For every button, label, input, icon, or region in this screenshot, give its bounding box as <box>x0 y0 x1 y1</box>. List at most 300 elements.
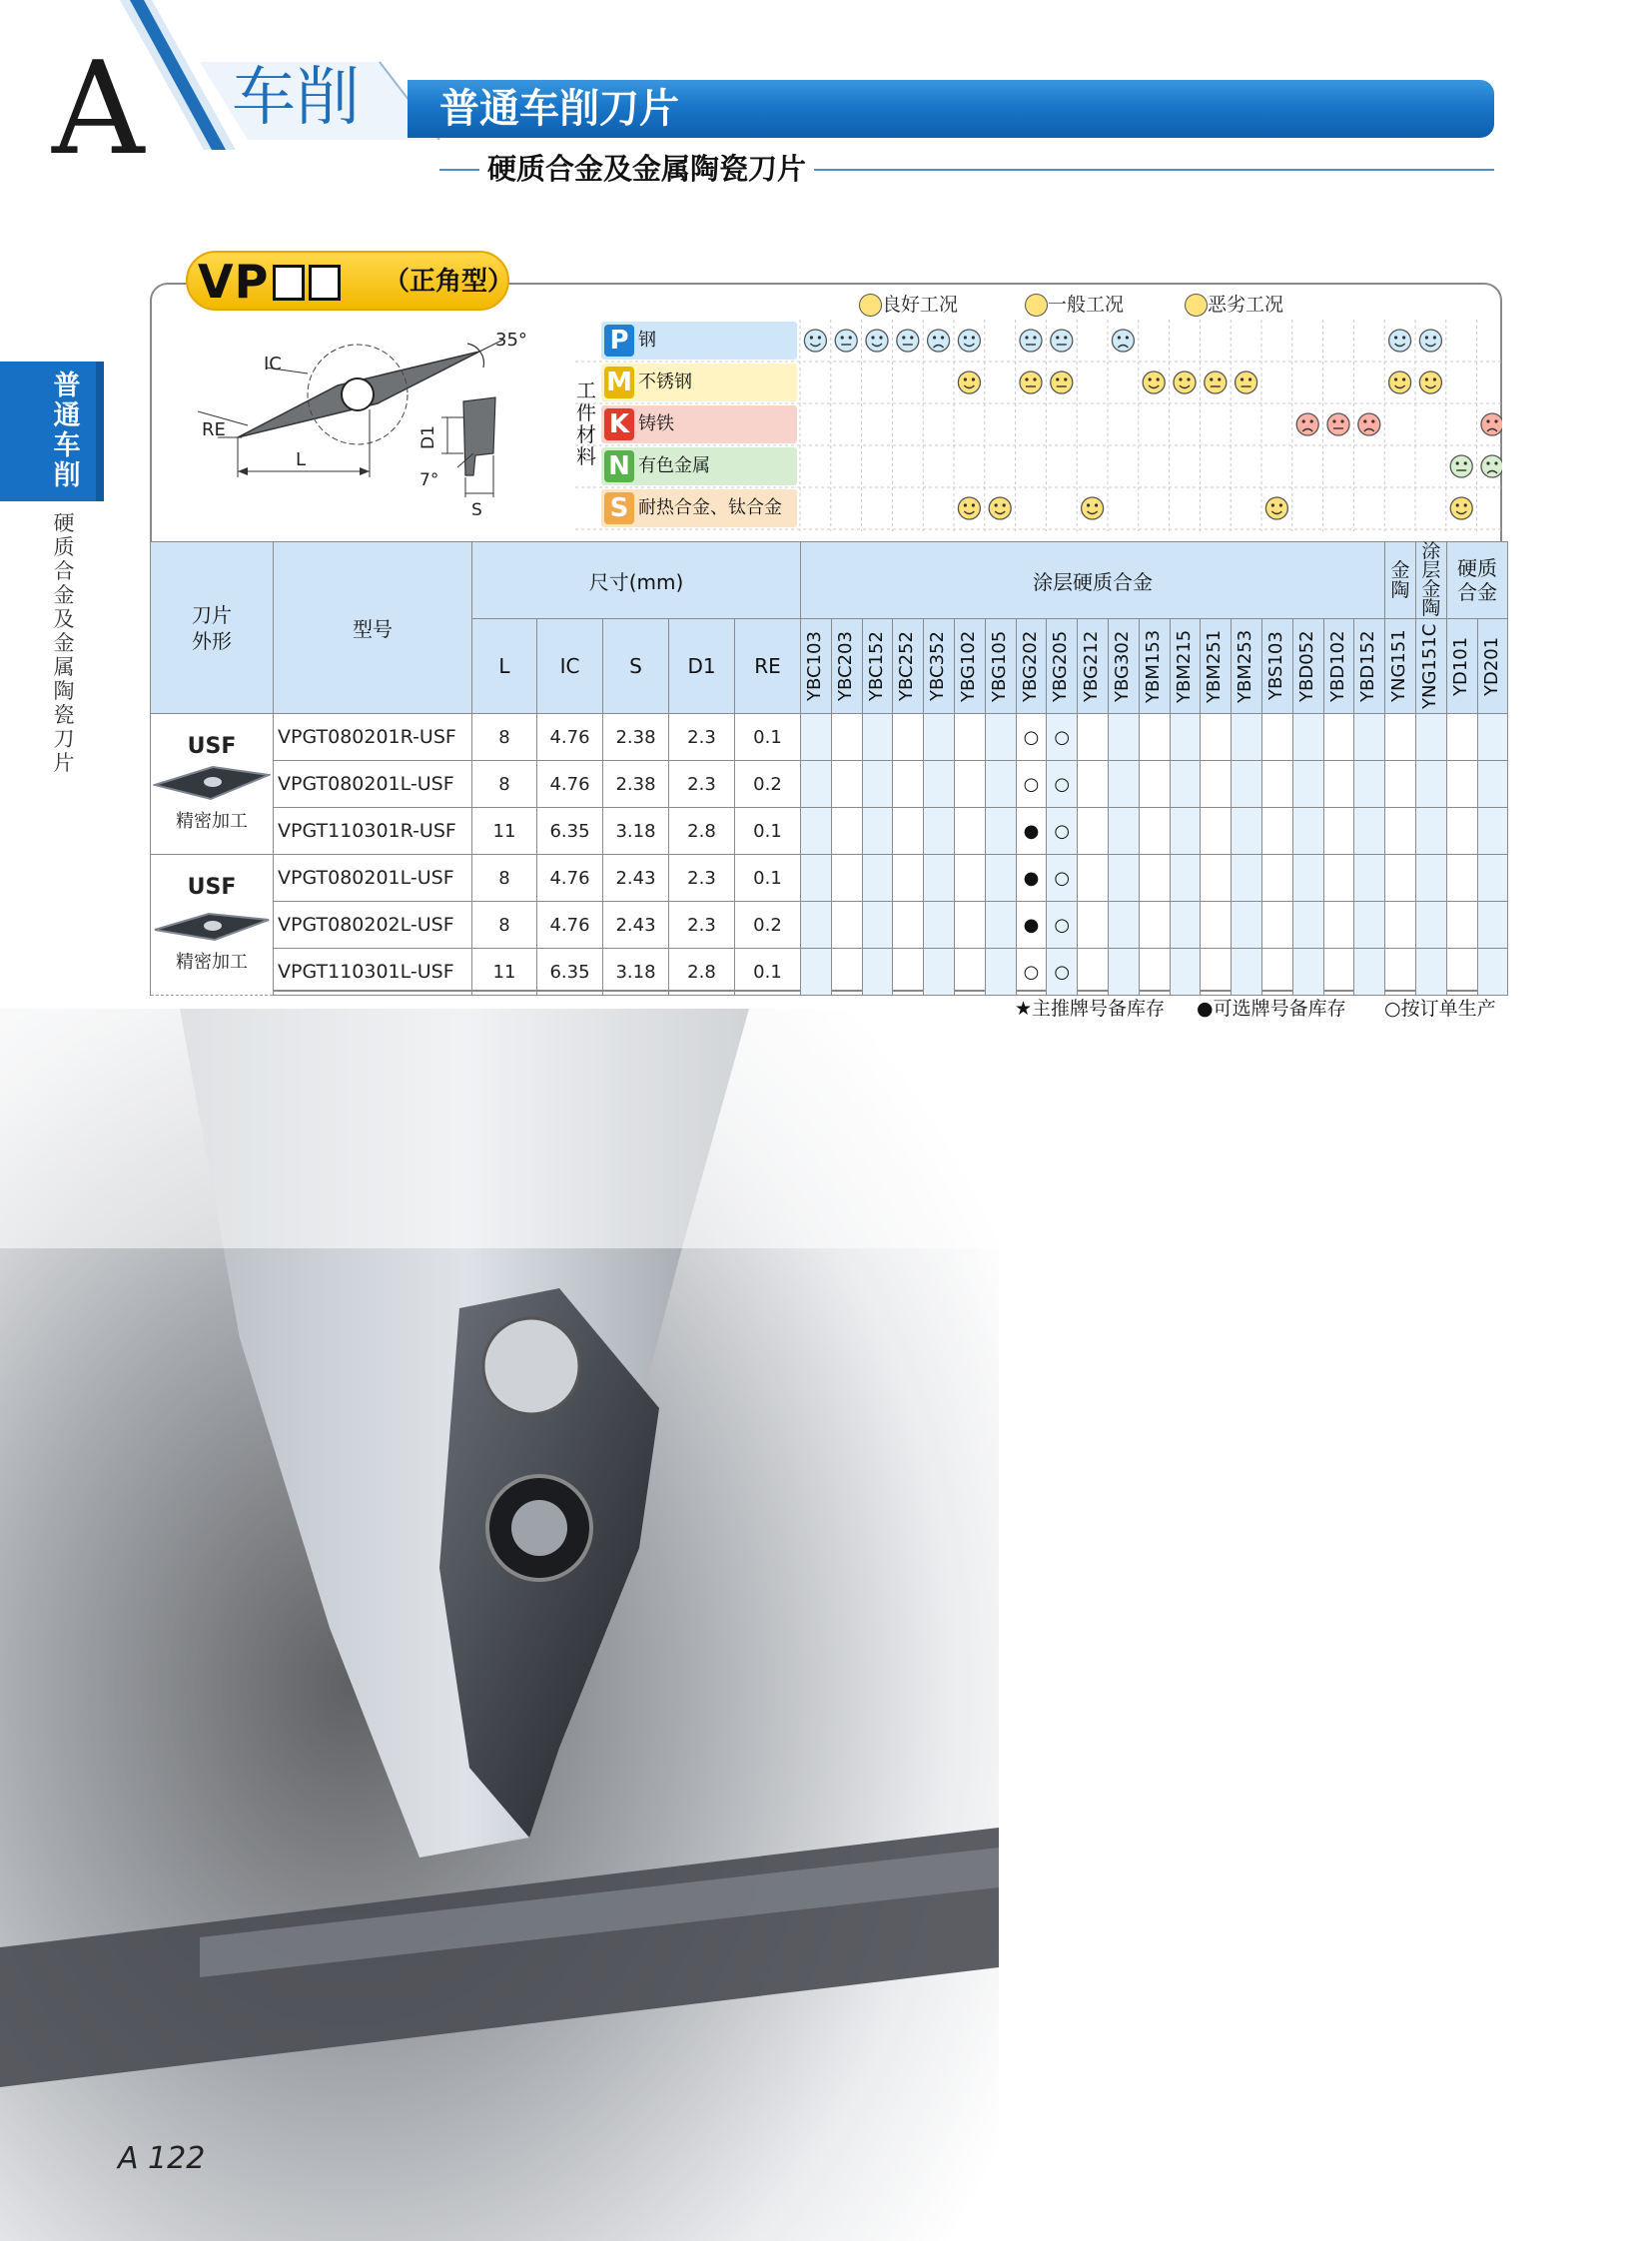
grade-cell <box>1477 808 1508 855</box>
grade-cell <box>1139 714 1170 761</box>
neutral-face-icon <box>1051 330 1073 352</box>
legend-bad-label: 恶劣工况 <box>1208 294 1284 316</box>
footnote-circle: ○按订单生产 <box>1384 998 1496 1020</box>
material-name: 有色金属 <box>638 455 710 476</box>
dim-cell-re: 0.1 <box>735 855 801 902</box>
grade-cell <box>1108 761 1139 808</box>
dim-cell-d1: 2.3 <box>669 855 735 902</box>
good-face-icon <box>859 294 882 317</box>
grade-header: YD101 <box>1446 619 1477 714</box>
grade-cell <box>1078 761 1109 808</box>
grade-cell <box>985 949 1016 996</box>
grade-cell <box>1108 949 1139 996</box>
workpiece-material-label: 工件材料 <box>576 378 596 468</box>
material-name: 钢 <box>638 330 656 351</box>
grade-cell <box>954 902 985 949</box>
grade-cell <box>1385 949 1416 996</box>
grade-header: YBD152 <box>1354 619 1385 714</box>
legend-normal <box>1025 291 1124 319</box>
sad-face-icon <box>1296 413 1318 435</box>
grade-cell <box>1477 949 1508 996</box>
grade-header: YBG102 <box>954 619 985 714</box>
order-circle-icon: ○ <box>1054 867 1071 889</box>
dim-cell-s: 3.18 <box>603 949 669 996</box>
grade-cell <box>1354 761 1385 808</box>
table-row[interactable] <box>151 855 1508 902</box>
grade-cell <box>1016 808 1047 855</box>
model-cell[interactable]: VPGT080201L-USF <box>274 761 472 808</box>
grade-header: YBC252 <box>893 619 924 714</box>
model-cell[interactable]: VPGT080201R-USF <box>274 714 472 761</box>
neutral-face-icon <box>1020 372 1042 393</box>
material-row-n <box>601 447 797 485</box>
order-circle-icon: ○ <box>1054 726 1071 748</box>
good-face-icon <box>1419 330 1441 352</box>
grade-cell <box>1385 855 1416 902</box>
grade-cell <box>801 855 832 902</box>
order-circle-icon: ○ <box>1054 914 1071 936</box>
material-row-m <box>601 364 797 401</box>
d1-label: D1 <box>418 425 438 449</box>
dim-header-s: S <box>603 619 669 714</box>
group-carbide-header: 硬质合金 <box>1446 542 1508 619</box>
category-title: 车削 <box>232 61 360 135</box>
sad-face-icon <box>1185 294 1208 317</box>
stock-dot-icon: ● <box>1023 867 1040 889</box>
grade-cell <box>1201 808 1232 855</box>
legend-bad <box>1185 291 1283 319</box>
grade-cell <box>1415 761 1446 808</box>
good-face-icon <box>1389 372 1411 393</box>
grade-cell <box>1354 949 1385 996</box>
material-name: 不锈钢 <box>638 372 692 392</box>
neutral-face-icon <box>835 330 857 352</box>
stock-dot-icon: ● <box>1023 820 1040 842</box>
table-row[interactable] <box>151 808 1508 855</box>
grade-cell <box>1415 949 1446 996</box>
product-type: （正角型） <box>384 267 514 297</box>
grade-cell <box>924 714 955 761</box>
grade-cell <box>1477 902 1508 949</box>
material-badge: S <box>604 492 634 524</box>
dim-cell-re: 0.2 <box>735 761 801 808</box>
good-face-icon <box>1450 497 1472 519</box>
s-label: S <box>471 500 482 520</box>
grade-cell <box>1385 808 1416 855</box>
grade-cell <box>1170 949 1201 996</box>
grade-cell <box>954 714 985 761</box>
grade-cell <box>1016 761 1047 808</box>
dim-cell-ic: 6.35 <box>537 949 603 996</box>
dim-cell-l: 11 <box>472 949 537 996</box>
dim-cell-ic: 4.76 <box>537 714 603 761</box>
grade-cell <box>1323 808 1354 855</box>
grade-cell <box>893 714 924 761</box>
grade-cell <box>1047 902 1078 949</box>
grade-header: YNG151 <box>1385 619 1416 714</box>
dim-cell-l: 8 <box>472 855 537 902</box>
neutral-face-icon <box>1205 372 1227 393</box>
grade-cell <box>1292 714 1323 761</box>
dim-cell-s: 2.38 <box>603 714 669 761</box>
grade-cell <box>1354 902 1385 949</box>
grade-cell <box>1170 902 1201 949</box>
footnote-dot: ●可选牌号备库存 <box>1197 998 1346 1020</box>
grade-cell <box>985 855 1016 902</box>
grade-cell <box>831 714 862 761</box>
grade-header: YD201 <box>1477 619 1508 714</box>
grade-cell <box>985 808 1016 855</box>
grade-cell <box>1323 949 1354 996</box>
grade-cell <box>1292 949 1323 996</box>
good-face-icon <box>1265 497 1287 519</box>
grade-cell <box>1292 808 1323 855</box>
grade-cell <box>1201 855 1232 902</box>
grade-cell <box>1078 949 1109 996</box>
grade-cell <box>1232 902 1262 949</box>
grade-cell <box>985 902 1016 949</box>
grade-header: YBM251 <box>1201 619 1232 714</box>
grade-cell <box>1446 761 1477 808</box>
grade-cell <box>985 714 1016 761</box>
grade-header: YBM253 <box>1232 619 1262 714</box>
dim-cell-d1: 2.3 <box>669 902 735 949</box>
code-placeholder-box <box>309 265 341 301</box>
page-number: A 122 <box>118 2141 206 2176</box>
grade-header: YBS103 <box>1261 619 1292 714</box>
good-face-icon <box>804 330 826 352</box>
tooling-photo <box>0 1009 999 2241</box>
material-name: 耐热合金、钛合金 <box>638 497 782 518</box>
legend-good-label: 良好工况 <box>882 294 959 316</box>
grade-header: YBC152 <box>862 619 893 714</box>
grade-header: YBC203 <box>831 619 862 714</box>
grade-cell <box>1323 714 1354 761</box>
grade-cell <box>1354 714 1385 761</box>
legend-good <box>859 291 958 319</box>
re-label: RE <box>202 419 226 440</box>
grade-cell <box>1139 902 1170 949</box>
grade-cell <box>831 808 862 855</box>
col-shape-header: 刀片 外形 <box>151 542 274 714</box>
grade-cell <box>1047 855 1078 902</box>
grade-cell <box>893 855 924 902</box>
neutral-face-icon <box>1051 372 1073 393</box>
l-label: L <box>296 449 307 470</box>
chipbreaker-label: USF <box>187 734 237 759</box>
dim-header-ic: IC <box>537 619 603 714</box>
grade-cell <box>1415 714 1446 761</box>
grade-cell <box>1016 855 1047 902</box>
grade-cell <box>1078 855 1109 902</box>
neutral-face-icon <box>1025 294 1048 317</box>
grade-cell <box>801 714 832 761</box>
insert-image <box>153 902 271 946</box>
good-face-icon <box>1389 330 1411 352</box>
good-face-icon <box>958 330 980 352</box>
grade-header: YBG202 <box>1016 619 1047 714</box>
grade-header: YBG205 <box>1047 619 1078 714</box>
grade-cell <box>1201 949 1232 996</box>
order-circle-icon: ○ <box>1054 820 1071 842</box>
model-cell[interactable]: VPGT110301L-USF <box>274 949 472 996</box>
grade-cell <box>1446 714 1477 761</box>
neutral-face-icon <box>1327 413 1349 435</box>
grade-cell <box>924 808 955 855</box>
insert-shape-cell <box>151 714 274 855</box>
grade-cell <box>862 949 893 996</box>
good-face-icon <box>958 497 980 519</box>
grade-cell <box>1139 855 1170 902</box>
grade-cell <box>1323 902 1354 949</box>
footnote-star: ★主推牌号备库存 <box>1015 998 1166 1020</box>
grade-cell <box>1201 761 1232 808</box>
grade-cell <box>1139 808 1170 855</box>
neutral-face-icon <box>1020 330 1042 352</box>
angle-label: 35° <box>495 330 527 351</box>
grade-cell <box>893 808 924 855</box>
ic-label: IC <box>264 354 282 374</box>
dim-cell-l: 8 <box>472 761 537 808</box>
grade-header: YBD052 <box>1292 619 1323 714</box>
grade-cell <box>1201 714 1232 761</box>
grade-cell <box>1292 902 1323 949</box>
grade-header: YNG151C <box>1415 619 1446 714</box>
material-row-k <box>601 405 797 443</box>
clearance-label: 7° <box>419 470 439 490</box>
grade-cell <box>954 855 985 902</box>
grade-cell <box>801 902 832 949</box>
grade-cell <box>801 761 832 808</box>
grade-cell <box>1170 714 1201 761</box>
order-circle-icon: ○ <box>1054 961 1071 983</box>
grade-cell <box>801 808 832 855</box>
material-badge: N <box>604 450 634 482</box>
grade-cell <box>924 949 955 996</box>
grade-cell <box>1446 902 1477 949</box>
grade-cell <box>1446 949 1477 996</box>
grade-cell <box>1232 761 1262 808</box>
grade-cell <box>862 761 893 808</box>
insert-drawing <box>198 326 537 525</box>
grade-cell <box>1292 761 1323 808</box>
model-cell[interactable]: VPGT080202L-USF <box>274 902 472 949</box>
grade-cell <box>831 855 862 902</box>
dim-cell-ic: 4.76 <box>537 761 603 808</box>
grade-cell <box>954 949 985 996</box>
grade-cell <box>1385 902 1416 949</box>
grade-cell <box>1108 714 1139 761</box>
grade-cell <box>1047 949 1078 996</box>
neutral-face-icon <box>1236 372 1257 393</box>
grade-header: YBG212 <box>1078 619 1109 714</box>
grade-cell <box>1415 902 1446 949</box>
grade-cell <box>1232 855 1262 902</box>
chipbreaker-label: USF <box>187 875 237 900</box>
grade-cell <box>893 902 924 949</box>
grade-header: YBC352 <box>924 619 955 714</box>
grade-cell <box>893 761 924 808</box>
grade-cell <box>954 808 985 855</box>
insert-image <box>153 761 271 805</box>
grade-cell <box>1261 949 1292 996</box>
grade-cell <box>1108 808 1139 855</box>
code-placeholder-box <box>273 265 305 301</box>
grade-cell <box>1261 808 1292 855</box>
grade-cell <box>831 761 862 808</box>
good-face-icon <box>989 497 1011 519</box>
grade-header: YBG105 <box>985 619 1016 714</box>
grade-cell <box>862 714 893 761</box>
material-row-p <box>601 322 797 360</box>
grade-cell <box>1354 855 1385 902</box>
grade-cell <box>985 761 1016 808</box>
grade-cell <box>1170 761 1201 808</box>
grade-cell <box>1292 855 1323 902</box>
grade-cell <box>1477 761 1508 808</box>
page-title: 普通车削刀片 <box>439 86 679 132</box>
table-row[interactable] <box>151 902 1508 949</box>
grade-cell <box>1415 855 1446 902</box>
grade-cell <box>893 949 924 996</box>
grade-cell <box>862 808 893 855</box>
order-circle-icon: ○ <box>1023 726 1040 748</box>
grade-header: YBG302 <box>1108 619 1139 714</box>
material-badge: K <box>604 408 634 440</box>
grade-cell <box>1232 949 1262 996</box>
grade-cell <box>1385 761 1416 808</box>
grade-cell <box>1446 855 1477 902</box>
table-row[interactable] <box>151 714 1508 761</box>
grade-cell <box>1261 714 1292 761</box>
neutral-face-icon <box>1450 455 1472 477</box>
legend-normal-label: 一般工况 <box>1048 294 1125 316</box>
grade-cell <box>1047 808 1078 855</box>
dim-cell-re: 0.2 <box>735 902 801 949</box>
grade-cell <box>1108 855 1139 902</box>
grade-cell <box>831 949 862 996</box>
neutral-face-icon <box>897 330 919 352</box>
grade-cell <box>1078 808 1109 855</box>
grade-cell <box>801 949 832 996</box>
good-face-icon <box>958 372 980 393</box>
grade-cell <box>1323 761 1354 808</box>
grade-cell <box>1170 855 1201 902</box>
material-badge: P <box>604 325 634 357</box>
grade-cell <box>924 761 955 808</box>
insert-spec-table <box>150 541 1508 996</box>
dim-cell-ic: 4.76 <box>537 855 603 902</box>
dim-cell-ic: 6.35 <box>537 808 603 855</box>
grade-cell <box>1261 855 1292 902</box>
grade-cell <box>1047 761 1078 808</box>
material-name: 铸铁 <box>638 413 674 434</box>
grade-cell <box>1261 761 1292 808</box>
sad-face-icon <box>1481 413 1502 435</box>
dim-cell-re: 0.1 <box>735 808 801 855</box>
grade-header: YBM153 <box>1139 619 1170 714</box>
grade-cell <box>1108 902 1139 949</box>
side-tab-edge <box>96 362 104 501</box>
good-face-icon <box>1082 497 1104 519</box>
good-face-icon <box>866 330 888 352</box>
grade-cell <box>862 902 893 949</box>
grade-cell <box>1261 902 1292 949</box>
model-cell[interactable]: VPGT110301R-USF <box>274 808 472 855</box>
grade-cell <box>862 855 893 902</box>
grade-header: YBM215 <box>1170 619 1201 714</box>
grade-cell <box>1139 949 1170 996</box>
grade-cell <box>1047 714 1078 761</box>
group-coated-carbide-header: 涂层硬质合金 <box>801 542 1385 619</box>
usage-label: 精密加工 <box>176 952 248 973</box>
grade-cell <box>1016 714 1047 761</box>
grade-cell <box>1016 902 1047 949</box>
product-code <box>198 254 341 310</box>
grade-cell <box>924 855 955 902</box>
material-row-s <box>601 489 797 527</box>
grade-cell <box>1477 855 1508 902</box>
dim-cell-re: 0.1 <box>735 949 801 996</box>
dim-header-d1: D1 <box>669 619 735 714</box>
group-cermet-header: 金陶 <box>1385 542 1416 619</box>
grade-cell <box>1354 808 1385 855</box>
grade-cell <box>1016 949 1047 996</box>
grade-cell <box>1385 714 1416 761</box>
side-sub-label: 硬质合金及金属陶瓷刀片 <box>53 511 75 775</box>
group-coated-cermet-header: 涂层金陶 <box>1415 542 1446 619</box>
grade-cell <box>1139 761 1170 808</box>
sad-face-icon <box>1358 413 1380 435</box>
order-circle-icon: ○ <box>1023 961 1040 983</box>
table-row[interactable] <box>151 761 1508 808</box>
grade-cell <box>924 902 955 949</box>
dim-cell-l: 8 <box>472 714 537 761</box>
material-badge: M <box>604 367 634 398</box>
dim-cell-d1: 2.8 <box>669 808 735 855</box>
sad-face-icon <box>1112 330 1134 352</box>
dim-cell-l: 8 <box>472 902 537 949</box>
model-cell[interactable]: VPGT080201L-USF <box>274 855 472 902</box>
grade-cell <box>1323 855 1354 902</box>
grade-cell <box>1232 714 1262 761</box>
dim-cell-l: 11 <box>472 808 537 855</box>
order-circle-icon: ○ <box>1054 773 1071 795</box>
grade-cell <box>1415 808 1446 855</box>
section-letter: A <box>52 35 145 184</box>
dim-cell-ic: 4.76 <box>537 902 603 949</box>
product-code-prefix: VP <box>198 255 270 309</box>
dim-header-l: L <box>472 619 537 714</box>
grade-cell <box>831 902 862 949</box>
grade-cell <box>954 761 985 808</box>
grade-cell <box>1201 902 1232 949</box>
table-row[interactable] <box>151 949 1508 996</box>
sad-face-icon <box>1481 455 1502 477</box>
dim-cell-s: 2.43 <box>603 855 669 902</box>
order-circle-icon: ○ <box>1023 773 1040 795</box>
grade-cell <box>1078 902 1109 949</box>
col-dims-header: 尺寸(mm) <box>472 542 801 619</box>
dim-cell-re: 0.1 <box>735 714 801 761</box>
dim-cell-d1: 2.3 <box>669 714 735 761</box>
col-model-header: 型号 <box>274 542 472 714</box>
good-face-icon <box>1143 372 1165 393</box>
grade-cell <box>1446 808 1477 855</box>
side-tab-label[interactable]: 普通车削 <box>53 371 81 491</box>
usage-label: 精密加工 <box>176 811 248 832</box>
grade-cell <box>1170 808 1201 855</box>
